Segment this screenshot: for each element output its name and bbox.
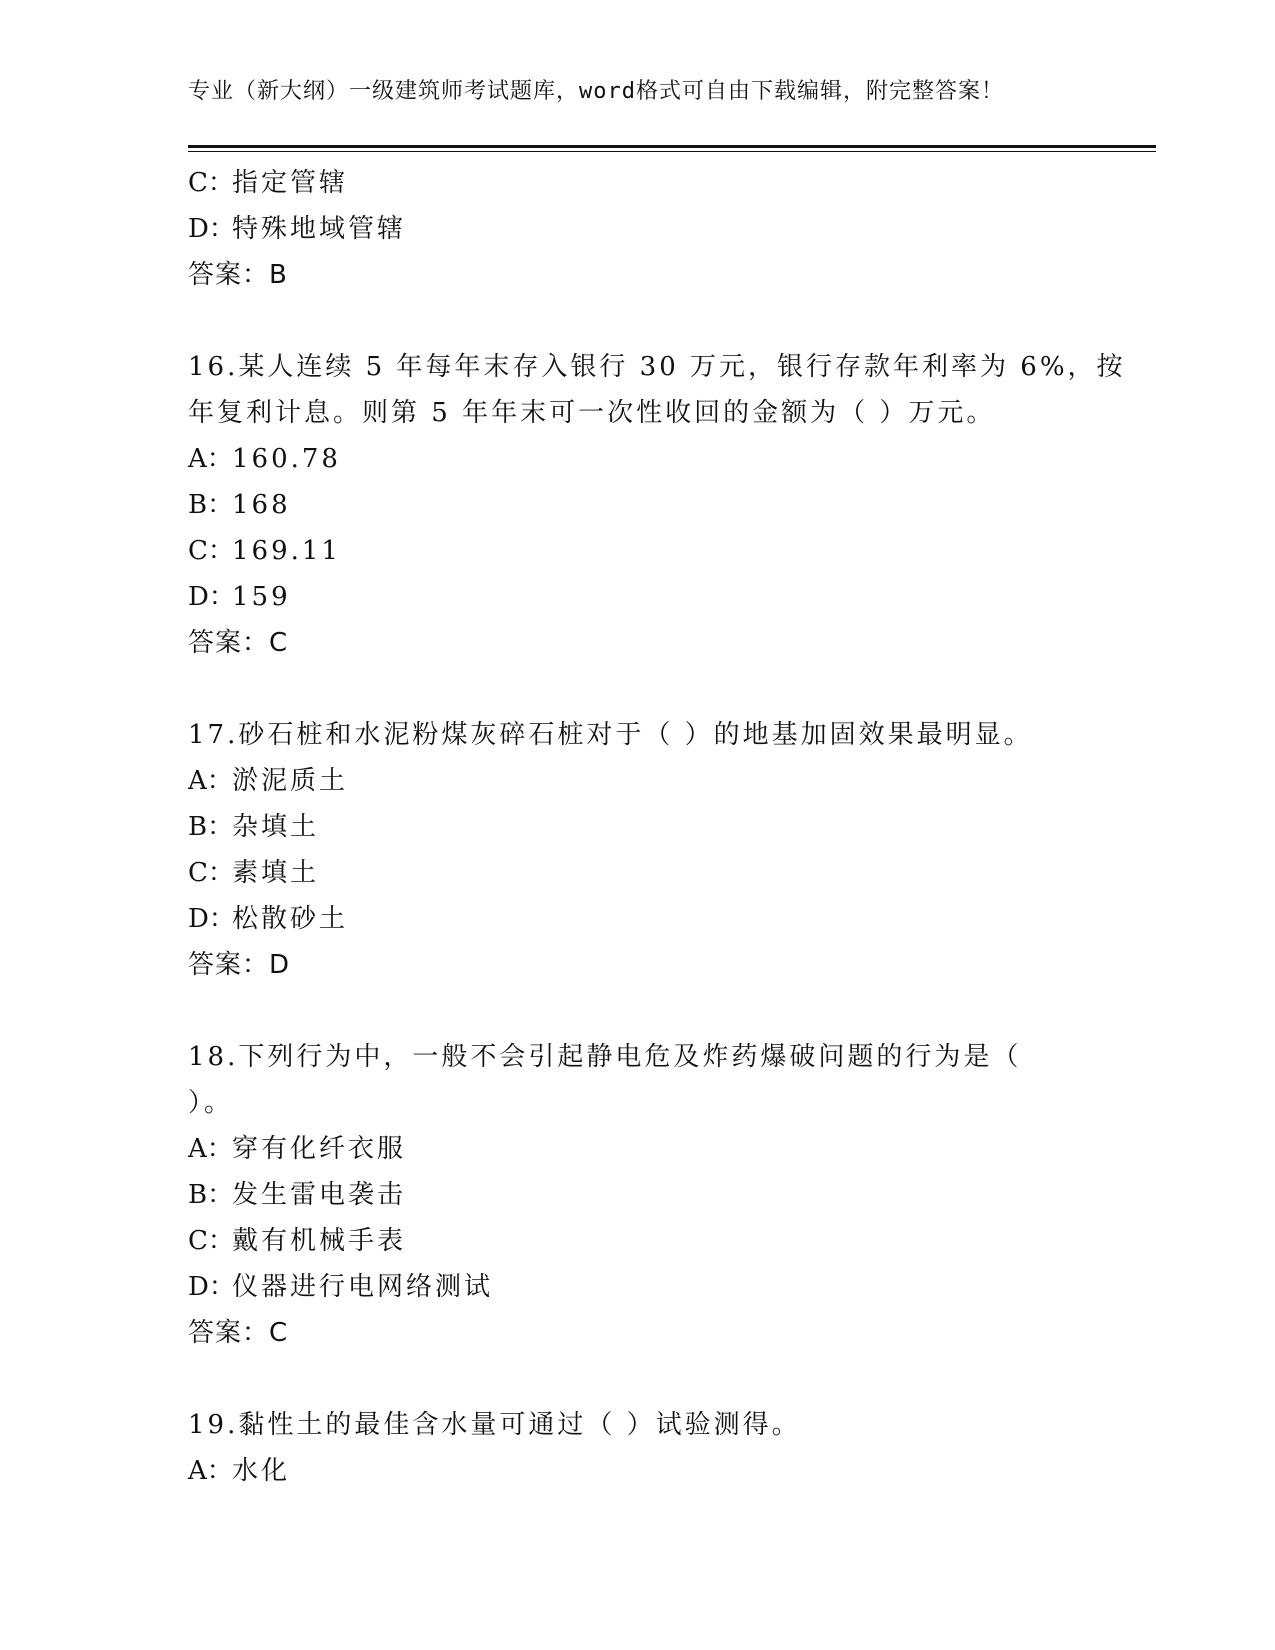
option-key: D：: [188, 214, 235, 244]
answer-line: 答案：D: [188, 950, 291, 980]
option-line: [188, 206, 1088, 252]
option-key: A：: [188, 444, 233, 474]
option-line: [188, 1448, 1088, 1494]
option-line: [188, 1218, 1088, 1264]
option-line: [188, 1264, 1088, 1310]
option-line: [188, 1126, 1088, 1172]
option-text: 杂填土: [232, 812, 320, 842]
option-line: [188, 1172, 1088, 1218]
option-line: [188, 574, 1088, 620]
option-key: A：: [188, 766, 233, 796]
option-key: D：: [188, 1272, 235, 1302]
spacer: [188, 666, 1088, 712]
option-key: B：: [188, 1180, 234, 1210]
option-key: B：: [188, 490, 234, 520]
option-text: 发生雷电袭击: [232, 1180, 407, 1210]
page-header: 专业（新大纲）一级建筑师考试题库，word格式可自由下载编辑，附完整答案！: [188, 79, 1004, 104]
question-line: 18.下列行为中，一般不会引起静电危及炸药爆破问题的行为是（: [188, 1042, 1022, 1072]
option-text: 素填土: [232, 858, 320, 888]
option-key: B：: [188, 812, 234, 842]
option-text: 穿有化纤衣服: [232, 1134, 407, 1164]
option-line: [188, 758, 1088, 804]
option-text: 仪器进行电网络测试: [232, 1272, 494, 1302]
answer-line: 答案：C: [188, 628, 289, 658]
option-line: [188, 804, 1088, 850]
option-text: 淤泥质土: [232, 766, 349, 796]
option-key: D：: [188, 904, 235, 934]
option-line: [188, 528, 1088, 574]
document-body: [188, 160, 1126, 1494]
question-line: 19.黏性土的最佳含水量可通过（ ）试验测得。: [188, 1410, 801, 1440]
question-line: ）。: [188, 1088, 234, 1118]
option-line: [188, 436, 1088, 482]
option-key: C：: [188, 1226, 234, 1256]
option-text: 159: [232, 582, 291, 612]
option-line: [188, 850, 1088, 896]
option-text: 169.11: [232, 536, 341, 566]
option-line: [188, 896, 1088, 942]
question-line: 16.某人连续 5 年每年末存入银行 30 万元，银行存款年利率为 6%，按: [188, 352, 1126, 382]
spacer: [188, 988, 1088, 1034]
option-text: 特殊地域管辖: [232, 214, 407, 244]
spacer: [188, 298, 1088, 344]
option-text: 水化: [232, 1456, 291, 1486]
question-line: 17.砂石桩和水泥粉煤灰碎石桩对于（ ）的地基加固效果最明显。: [188, 720, 1033, 750]
option-text: 松散砂土: [232, 904, 349, 934]
option-key: C：: [188, 168, 234, 198]
option-text: 指定管辖: [232, 168, 349, 198]
option-key: D：: [188, 582, 235, 612]
option-key: C：: [188, 858, 234, 888]
header-rule-thick: [188, 145, 1156, 148]
header-rule-thin: [188, 151, 1156, 152]
spacer: [188, 1356, 1088, 1402]
option-text: 戴有机械手表: [232, 1226, 407, 1256]
option-key: A：: [188, 1134, 233, 1164]
option-text: 160.78: [232, 444, 341, 474]
answer-line: 答案：C: [188, 1318, 289, 1348]
option-key: C：: [188, 536, 234, 566]
option-line: [188, 160, 1088, 206]
question-line: 年复利计息。则第 5 年年末可一次性收回的金额为（ ）万元。: [188, 398, 996, 428]
option-text: 168: [232, 490, 291, 520]
answer-line: 答案：B: [188, 260, 288, 290]
option-key: A：: [188, 1456, 233, 1486]
option-line: [188, 482, 1088, 528]
